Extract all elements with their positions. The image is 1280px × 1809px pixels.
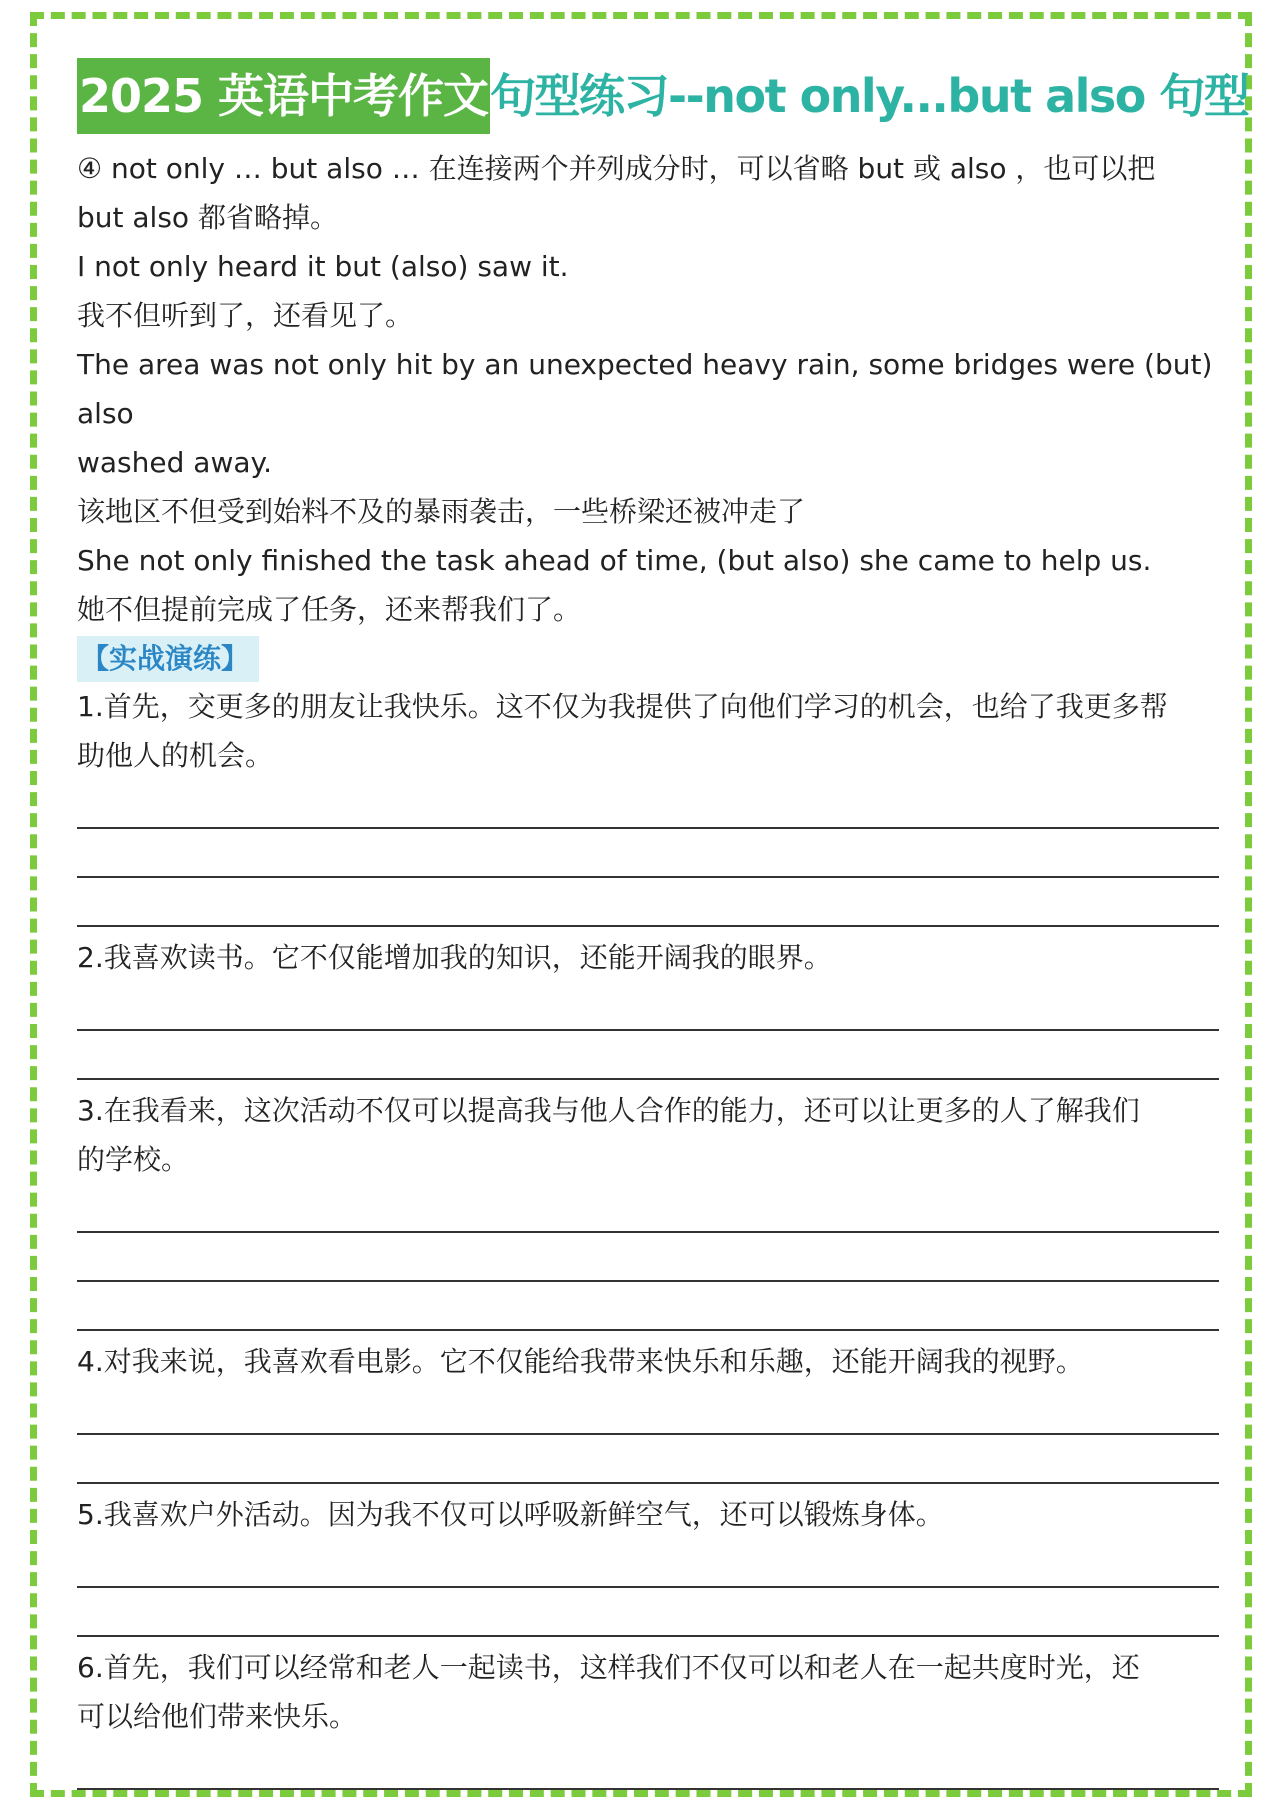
answer-line[interactable] [77,1790,1219,1809]
answer-line[interactable] [77,1435,1219,1484]
answer-line[interactable] [77,982,1219,1031]
answer-line[interactable] [77,1233,1219,1282]
exercise-prompt: 的学校。 [77,1143,190,1176]
example-line: The area was not only hit by an unexpected heavy rain, some bridges were (but) also [77,348,1213,430]
rule-text: ④ not only … but also … 在连接两个并列成分时，可以省略 but 或 also ，也可以把 [77,152,1156,185]
title-subtitle: 句型练习--not only...but also 句型 [490,69,1249,123]
answer-line[interactable] [77,878,1219,927]
example-line: She not only finished the task ahead of time, (but also) she came to help us. [77,544,1152,577]
exercise-item [77,1643,1227,1809]
exercise-item [77,1086,1227,1337]
answer-line[interactable] [77,1282,1219,1331]
answer-line[interactable] [77,1741,1219,1790]
answer-line[interactable] [77,1031,1219,1080]
example-line: I not only heard it but (also) saw it. [77,250,569,283]
exercise-prompt: 6.首先，我们可以经常和老人一起读书，这样我们不仅可以和老人在一起共度时光，还 [77,1651,1140,1684]
practice-section-label: 【实战演练】 [77,636,259,682]
exercise-prompt: 1.首先，交更多的朋友让我快乐。这不仅为我提供了向他们学习的机会，也给了我更多帮 [77,690,1168,723]
example-line: 该地区不但受到始料不及的暴雨袭击，一些桥梁还被冲走了 [77,495,806,528]
rule-text-cont: but also 都省略掉。 [77,201,338,234]
answer-line[interactable] [77,780,1219,829]
worksheet [77,58,1249,1809]
exercise-prompt: 可以给他们带来快乐。 [77,1700,358,1733]
grammar-explanation [77,144,1227,634]
exercise-prompt: 4.对我来说，我喜欢看电影。它不仅能给我带来快乐和乐趣，还能开阔我的视野。 [77,1345,1084,1378]
answer-line[interactable] [77,1386,1219,1435]
exercise-item [77,933,1227,1086]
exercise-list [77,682,1227,1809]
answer-line[interactable] [77,1588,1219,1637]
example-line: washed away. [77,446,272,479]
page-title [77,58,1249,134]
exercise-prompt: 2.我喜欢读书。它不仅能增加我的知识，还能开阔我的眼界。 [77,941,832,974]
exercise-item [77,1490,1227,1643]
answer-line[interactable] [77,1184,1219,1233]
title-highlight: 2025 英语中考作文 [77,58,490,134]
exercise-item [77,1337,1227,1490]
exercise-item [77,682,1227,933]
example-line: 她不但提前完成了任务，还来帮我们了。 [77,593,582,626]
exercise-prompt: 助他人的机会。 [77,739,274,772]
exercise-prompt: 3.在我看来，这次活动不仅可以提高我与他人合作的能力，还可以让更多的人了解我们 [77,1094,1140,1127]
answer-line[interactable] [77,1539,1219,1588]
exercise-prompt: 5.我喜欢户外活动。因为我不仅可以呼吸新鲜空气，还可以锻炼身体。 [77,1498,944,1531]
example-line: 我不但听到了，还看见了。 [77,299,414,332]
answer-line[interactable] [77,829,1219,878]
